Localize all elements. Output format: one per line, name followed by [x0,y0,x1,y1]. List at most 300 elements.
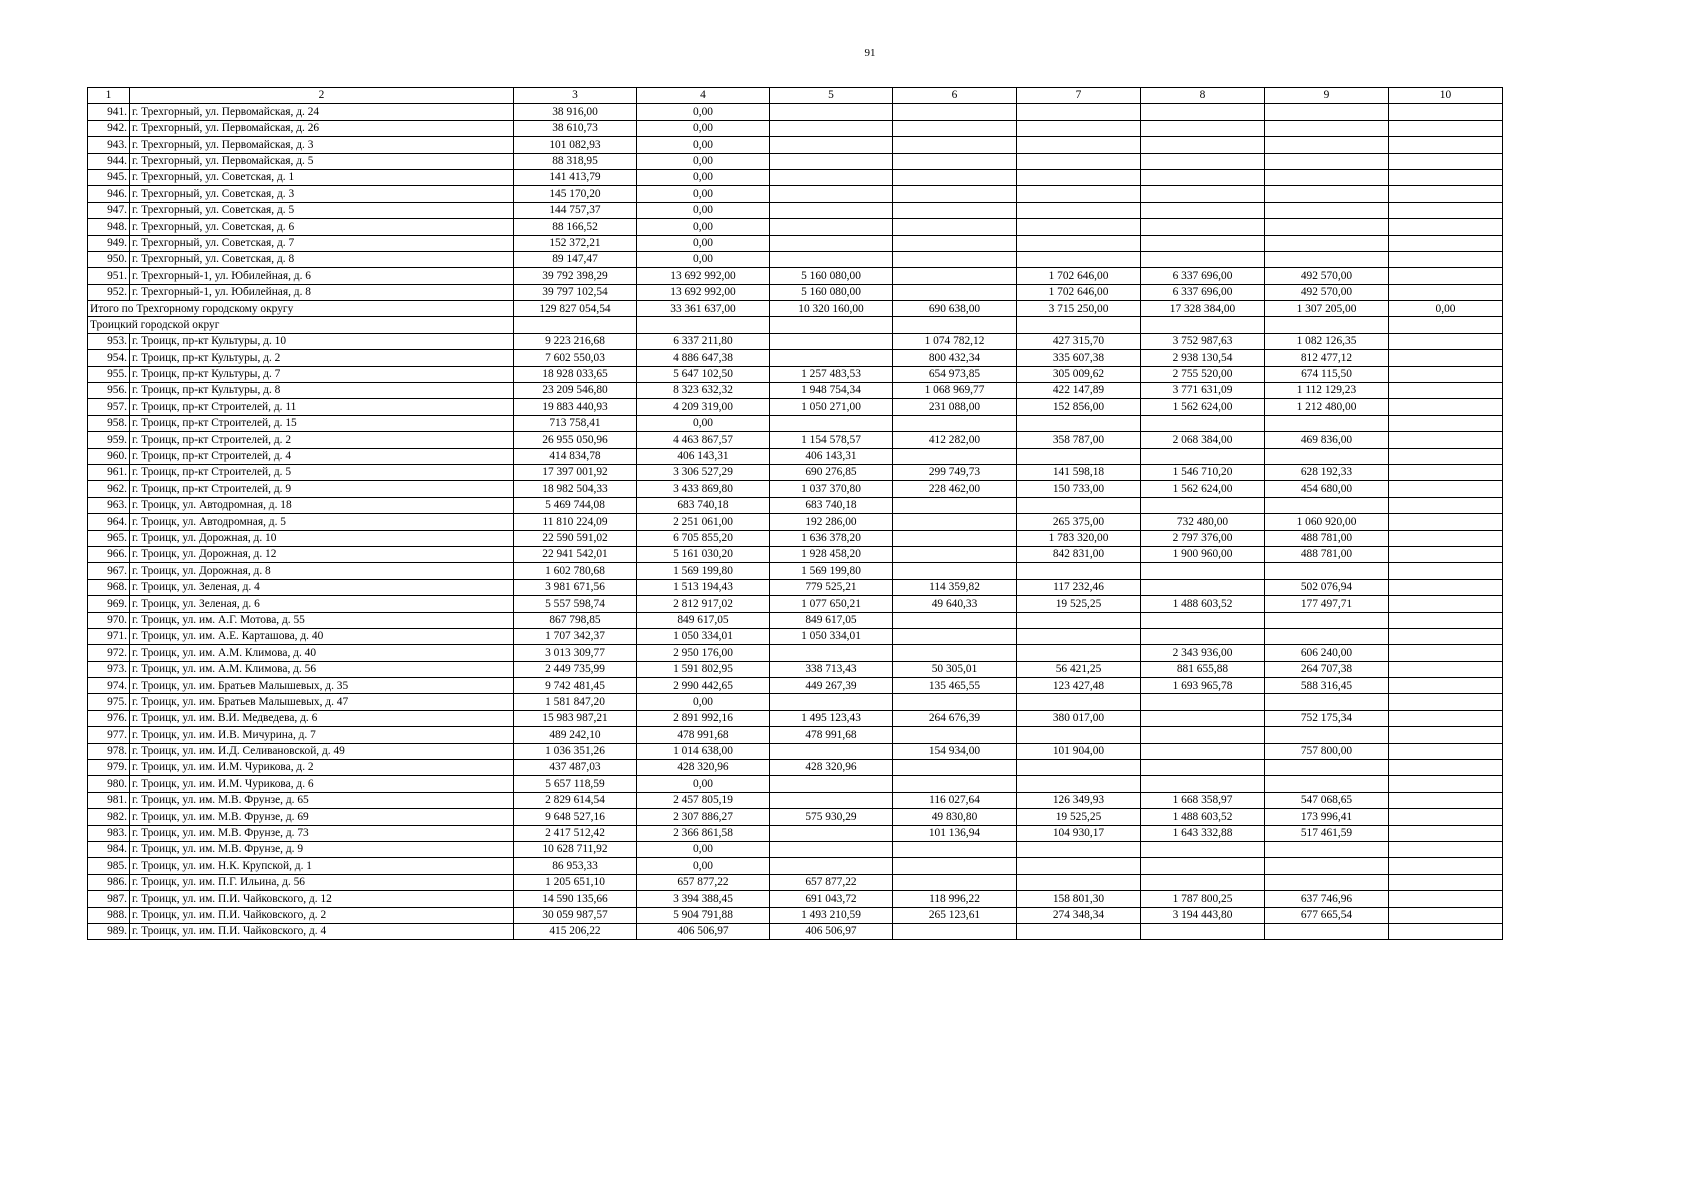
value-cell-col-9 [1265,694,1389,710]
value-cell-col-7 [1017,841,1141,857]
value-cell-col-9: 502 076,94 [1265,579,1389,595]
value-cell-col-6: 1 068 969,77 [893,383,1017,399]
value-cell-col-7: 104 930,17 [1017,825,1141,841]
table-row [88,596,1503,612]
value-cell-col-5: 1 050 271,00 [770,399,893,415]
value-cell-col-6: 412 282,00 [893,432,1017,448]
value-cell-col-8: 17 328 384,00 [1141,301,1265,317]
column-header: 4 [637,88,770,104]
value-cell-col-4: 33 361 637,00 [637,301,770,317]
value-cell-col-9 [1265,841,1389,857]
value-cell-col-5 [770,858,893,874]
row-number: 980. [88,776,130,792]
value-cell-col-7: 19 525,25 [1017,809,1141,825]
address-cell: г. Троицк, ул. им. И.М. Чурикова, д. 2 [130,760,514,776]
value-cell-col-7 [1017,186,1141,202]
value-cell-col-4: 2 366 861,58 [637,825,770,841]
row-number: 976. [88,710,130,726]
address-cell: г. Троицк, ул. Автодромная, д. 18 [130,497,514,513]
value-cell-col-9: 812 477,12 [1265,350,1389,366]
value-cell-col-4: 0,00 [637,694,770,710]
value-cell-col-4: 0,00 [637,202,770,218]
value-cell-col-4: 1 591 802,95 [637,661,770,677]
value-cell-col-4 [637,317,770,333]
value-cell-col-8 [1141,317,1265,333]
value-cell-col-9 [1265,874,1389,890]
value-cell-col-10: 0,00 [1389,301,1503,317]
value-cell-col-9 [1265,186,1389,202]
table-row [88,743,1503,759]
table-row [88,874,1503,890]
table-row [88,858,1503,874]
value-cell-col-7 [1017,153,1141,169]
table-row [88,776,1503,792]
row-number: 972. [88,645,130,661]
value-cell-col-10 [1389,120,1503,136]
value-cell-col-10 [1389,596,1503,612]
value-cell-col-8: 1 562 624,00 [1141,399,1265,415]
row-number: 977. [88,727,130,743]
value-cell-col-6 [893,776,1017,792]
value-cell-col-10 [1389,792,1503,808]
value-cell-col-4: 849 617,05 [637,612,770,628]
value-cell-col-9: 1 082 126,35 [1265,333,1389,349]
row-number: 982. [88,809,130,825]
value-cell-col-4: 13 692 992,00 [637,284,770,300]
value-cell-col-10 [1389,530,1503,546]
value-cell-col-3: 2 417 512,42 [514,825,637,841]
row-number: 963. [88,497,130,513]
group-row [88,301,1503,317]
table-row [88,727,1503,743]
row-number: 946. [88,186,130,202]
value-cell-col-8 [1141,497,1265,513]
value-cell-col-4: 0,00 [637,219,770,235]
value-cell-col-9 [1265,120,1389,136]
value-cell-col-4: 1 569 199,80 [637,563,770,579]
value-cell-col-6 [893,546,1017,562]
value-cell-col-4: 0,00 [637,153,770,169]
table-row [88,251,1503,267]
row-number: 950. [88,251,130,267]
value-cell-col-4: 0,00 [637,415,770,431]
address-cell: г. Троицк, ул. им. А.М. Климова, д. 56 [130,661,514,677]
value-cell-col-7: 305 009,62 [1017,366,1141,382]
value-cell-col-5: 1 928 458,20 [770,546,893,562]
value-cell-col-6 [893,612,1017,628]
value-cell-col-3: 30 059 987,57 [514,907,637,923]
table-row [88,333,1503,349]
value-cell-col-8 [1141,169,1265,185]
value-cell-col-10 [1389,235,1503,251]
value-cell-col-5 [770,415,893,431]
value-cell-col-4: 0,00 [637,186,770,202]
row-number: 986. [88,874,130,890]
value-cell-col-7: 126 349,93 [1017,792,1141,808]
value-cell-col-6 [893,923,1017,939]
value-cell-col-8 [1141,760,1265,776]
value-cell-col-4: 1 014 638,00 [637,743,770,759]
address-cell: г. Троицк, ул. им. И.В. Мичурина, д. 7 [130,727,514,743]
page-number: 91 [864,47,876,59]
value-cell-col-10 [1389,776,1503,792]
value-cell-col-5: 1 495 123,43 [770,710,893,726]
value-cell-col-8: 1 546 710,20 [1141,464,1265,480]
value-cell-col-10 [1389,202,1503,218]
value-cell-col-8 [1141,202,1265,218]
address-cell: г. Троицк, ул. им. М.В. Фрунзе, д. 9 [130,841,514,857]
value-cell-col-3: 22 941 542,01 [514,546,637,562]
value-cell-col-5: 690 276,85 [770,464,893,480]
value-cell-col-10 [1389,481,1503,497]
value-cell-col-5: 192 286,00 [770,514,893,530]
value-cell-col-9: 547 068,65 [1265,792,1389,808]
value-cell-col-5: 691 043,72 [770,891,893,907]
group-row [88,317,1503,333]
table-row [88,399,1503,415]
value-cell-col-8 [1141,694,1265,710]
value-cell-col-3: 19 883 440,93 [514,399,637,415]
column-header: 7 [1017,88,1141,104]
value-cell-col-8: 1 787 800,25 [1141,891,1265,907]
value-cell-col-4: 0,00 [637,235,770,251]
row-number: 979. [88,760,130,776]
value-cell-col-6 [893,628,1017,644]
value-cell-col-9: 752 175,34 [1265,710,1389,726]
address-cell: г. Троицк, пр-кт Культуры, д. 2 [130,350,514,366]
value-cell-col-9 [1265,628,1389,644]
value-cell-col-7: 3 715 250,00 [1017,301,1141,317]
value-cell-col-6: 135 465,55 [893,678,1017,694]
value-cell-col-3: 38 610,73 [514,120,637,136]
value-cell-col-9: 1 060 920,00 [1265,514,1389,530]
value-cell-col-3: 1 036 351,26 [514,743,637,759]
value-cell-col-8 [1141,251,1265,267]
value-cell-col-8 [1141,727,1265,743]
value-cell-col-6 [893,219,1017,235]
address-cell: г. Троицк, пр-кт Культуры, д. 8 [130,383,514,399]
value-cell-col-8 [1141,563,1265,579]
row-number: 960. [88,448,130,464]
value-cell-col-3: 3 013 309,77 [514,645,637,661]
value-cell-col-9: 677 665,54 [1265,907,1389,923]
value-cell-col-8: 1 693 965,78 [1141,678,1265,694]
table-row [88,448,1503,464]
value-cell-col-10 [1389,153,1503,169]
value-cell-col-3: 11 810 224,09 [514,514,637,530]
value-cell-col-4: 1 513 194,43 [637,579,770,595]
value-cell-col-8 [1141,219,1265,235]
address-cell: г. Трехгорный-1, ул. Юбилейная, д. 6 [130,268,514,284]
value-cell-col-7 [1017,219,1141,235]
address-cell: г. Троицк, ул. им. Н.К. Крупской, д. 1 [130,858,514,874]
value-cell-col-6 [893,497,1017,513]
table-row [88,186,1503,202]
table-row [88,530,1503,546]
value-cell-col-6: 116 027,64 [893,792,1017,808]
value-cell-col-10 [1389,399,1503,415]
value-cell-col-10 [1389,858,1503,874]
row-number: 949. [88,235,130,251]
value-cell-col-8: 2 755 520,00 [1141,366,1265,382]
address-cell: г. Троицк, ул. им. В.И. Медведева, д. 6 [130,710,514,726]
row-number: 969. [88,596,130,612]
value-cell-col-5: 428 320,96 [770,760,893,776]
group-label: Итого по Трехгорному городскому округу [88,301,514,317]
value-cell-col-9: 488 781,00 [1265,530,1389,546]
value-cell-col-8: 1 900 960,00 [1141,546,1265,562]
value-cell-col-4: 3 394 388,45 [637,891,770,907]
value-cell-col-6: 1 074 782,12 [893,333,1017,349]
value-cell-col-10 [1389,612,1503,628]
value-cell-col-7 [1017,448,1141,464]
value-cell-col-10 [1389,415,1503,431]
address-cell: г. Троицк, ул. им. А.Г. Мотова, д. 55 [130,612,514,628]
value-cell-col-4: 3 433 869,80 [637,481,770,497]
value-cell-col-4: 5 647 102,50 [637,366,770,382]
table-row [88,104,1503,120]
table-row [88,661,1503,677]
value-cell-col-10 [1389,661,1503,677]
value-cell-col-9: 492 570,00 [1265,284,1389,300]
value-cell-col-9: 606 240,00 [1265,645,1389,661]
value-cell-col-5 [770,694,893,710]
value-cell-col-9 [1265,563,1389,579]
value-cell-col-5 [770,137,893,153]
value-cell-col-8: 3 771 631,09 [1141,383,1265,399]
value-cell-col-7 [1017,235,1141,251]
value-cell-col-10 [1389,628,1503,644]
column-header: 1 [88,88,130,104]
value-cell-col-9 [1265,776,1389,792]
table-row [88,645,1503,661]
value-cell-col-10 [1389,383,1503,399]
value-cell-col-6 [893,186,1017,202]
value-cell-col-7 [1017,874,1141,890]
value-cell-col-5: 1 154 578,57 [770,432,893,448]
value-cell-col-8: 2 343 936,00 [1141,645,1265,661]
value-cell-col-5: 10 320 160,00 [770,301,893,317]
value-cell-col-6 [893,268,1017,284]
value-cell-col-4: 4 463 867,57 [637,432,770,448]
table-row [88,415,1503,431]
value-cell-col-3: 101 082,93 [514,137,637,153]
value-cell-col-3: 437 487,03 [514,760,637,776]
value-cell-col-5: 575 930,29 [770,809,893,825]
value-cell-col-8 [1141,612,1265,628]
value-cell-col-9 [1265,727,1389,743]
address-cell: г. Трехгорный, ул. Первомайская, д. 5 [130,153,514,169]
value-cell-col-8: 6 337 696,00 [1141,268,1265,284]
value-cell-col-9: 674 115,50 [1265,366,1389,382]
value-cell-col-10 [1389,809,1503,825]
value-cell-col-6 [893,137,1017,153]
value-cell-col-5 [770,792,893,808]
value-cell-col-8: 1 488 603,52 [1141,809,1265,825]
row-number: 967. [88,563,130,579]
value-cell-col-7 [1017,612,1141,628]
value-cell-col-4: 0,00 [637,169,770,185]
value-cell-col-8: 3 752 987,63 [1141,333,1265,349]
value-cell-col-8 [1141,628,1265,644]
value-cell-col-9: 517 461,59 [1265,825,1389,841]
value-cell-col-6: 101 136,94 [893,825,1017,841]
value-cell-col-4: 0,00 [637,104,770,120]
value-cell-col-8 [1141,923,1265,939]
value-cell-col-4: 13 692 992,00 [637,268,770,284]
row-number: 974. [88,678,130,694]
value-cell-col-6 [893,153,1017,169]
value-cell-col-7: 265 375,00 [1017,514,1141,530]
value-cell-col-3: 141 413,79 [514,169,637,185]
value-cell-col-5: 406 143,31 [770,448,893,464]
value-cell-col-6: 265 123,61 [893,907,1017,923]
value-cell-col-5: 1 257 483,53 [770,366,893,382]
value-cell-col-7: 1 783 320,00 [1017,530,1141,546]
row-number: 952. [88,284,130,300]
value-cell-col-9: 488 781,00 [1265,546,1389,562]
value-cell-col-9: 177 497,71 [1265,596,1389,612]
value-cell-col-7 [1017,563,1141,579]
value-cell-col-4: 0,00 [637,137,770,153]
value-cell-col-9: 628 192,33 [1265,464,1389,480]
address-cell: г. Трехгорный, ул. Советская, д. 6 [130,219,514,235]
value-cell-col-4: 3 306 527,29 [637,464,770,480]
value-cell-col-5: 478 991,68 [770,727,893,743]
value-cell-col-6 [893,251,1017,267]
value-cell-col-3: 39 792 398,29 [514,268,637,284]
value-cell-col-10 [1389,923,1503,939]
value-cell-col-8: 6 337 696,00 [1141,284,1265,300]
value-cell-col-7 [1017,760,1141,776]
value-cell-col-6 [893,645,1017,661]
value-cell-col-7 [1017,858,1141,874]
value-cell-col-4: 0,00 [637,120,770,136]
address-cell: г. Троицк, ул. Зеленая, д. 4 [130,579,514,595]
value-cell-col-8 [1141,874,1265,890]
address-cell: г. Трехгорный, ул. Советская, д. 3 [130,186,514,202]
value-cell-col-9 [1265,169,1389,185]
address-cell: г. Трехгорный, ул. Советская, д. 1 [130,169,514,185]
value-cell-col-4: 2 950 176,00 [637,645,770,661]
value-cell-col-9 [1265,137,1389,153]
address-cell: г. Трехгорный, ул. Первомайская, д. 26 [130,120,514,136]
address-cell: г. Троицк, ул. им. М.В. Фрунзе, д. 65 [130,792,514,808]
address-cell: г. Троицк, ул. Зеленая, д. 6 [130,596,514,612]
row-number: 941. [88,104,130,120]
value-cell-col-3: 38 916,00 [514,104,637,120]
table-row [88,137,1503,153]
value-cell-col-4: 2 457 805,19 [637,792,770,808]
value-cell-col-3: 2 829 614,54 [514,792,637,808]
value-cell-col-3: 86 953,33 [514,858,637,874]
value-cell-col-5: 1 493 210,59 [770,907,893,923]
value-cell-col-6: 264 676,39 [893,710,1017,726]
value-cell-col-10 [1389,825,1503,841]
value-cell-col-5 [770,333,893,349]
value-cell-col-3: 18 982 504,33 [514,481,637,497]
value-cell-col-7 [1017,645,1141,661]
value-cell-col-9: 492 570,00 [1265,268,1389,284]
value-cell-col-9 [1265,415,1389,431]
value-cell-col-7 [1017,169,1141,185]
value-cell-col-5 [770,743,893,759]
value-cell-col-8 [1141,710,1265,726]
value-cell-col-7: 150 733,00 [1017,481,1141,497]
value-cell-col-6 [893,858,1017,874]
value-cell-col-6 [893,317,1017,333]
value-cell-col-6: 154 934,00 [893,743,1017,759]
row-number: 953. [88,333,130,349]
address-cell: г. Троицк, ул. им. Братьев Малышевых, д. 47 [130,694,514,710]
value-cell-col-6 [893,415,1017,431]
value-cell-col-9 [1265,235,1389,251]
table-row [88,841,1503,857]
value-cell-col-4: 6 337 211,80 [637,333,770,349]
address-cell: г. Троицк, пр-кт Культуры, д. 10 [130,333,514,349]
address-cell: г. Троицк, ул. им. М.В. Фрунзе, д. 73 [130,825,514,841]
value-cell-col-5: 683 740,18 [770,497,893,513]
value-cell-col-7 [1017,923,1141,939]
value-cell-col-6: 118 996,22 [893,891,1017,907]
value-cell-col-8 [1141,120,1265,136]
value-cell-col-3: 1 602 780,68 [514,563,637,579]
table-row [88,497,1503,513]
address-cell: г. Трехгорный-1, ул. Юбилейная, д. 8 [130,284,514,300]
value-cell-col-5 [770,186,893,202]
value-cell-col-9 [1265,202,1389,218]
value-cell-col-7: 56 421,25 [1017,661,1141,677]
table-row [88,825,1503,841]
value-cell-col-3: 9 223 216,68 [514,333,637,349]
value-cell-col-9 [1265,219,1389,235]
value-cell-col-5 [770,645,893,661]
value-cell-col-10 [1389,448,1503,464]
row-number: 978. [88,743,130,759]
value-cell-col-4: 2 891 992,16 [637,710,770,726]
column-header: 3 [514,88,637,104]
value-cell-col-6 [893,169,1017,185]
value-cell-col-10 [1389,104,1503,120]
value-cell-col-7: 152 856,00 [1017,399,1141,415]
value-cell-col-9: 588 316,45 [1265,678,1389,694]
value-cell-col-7: 117 232,46 [1017,579,1141,595]
address-cell: г. Троицк, ул. им. И.Д. Селивановской, д. 49 [130,743,514,759]
value-cell-col-3: 5 557 598,74 [514,596,637,612]
value-cell-col-3: 89 147,47 [514,251,637,267]
value-cell-col-6 [893,841,1017,857]
table-row [88,907,1503,923]
value-cell-col-7 [1017,415,1141,431]
value-cell-col-3: 39 797 102,54 [514,284,637,300]
row-number: 958. [88,415,130,431]
value-cell-col-10 [1389,169,1503,185]
value-cell-col-5: 5 160 080,00 [770,268,893,284]
value-cell-col-9: 469 836,00 [1265,432,1389,448]
value-cell-col-4: 2 251 061,00 [637,514,770,530]
value-cell-col-5 [770,219,893,235]
value-cell-col-3: 88 318,95 [514,153,637,169]
value-cell-col-10 [1389,317,1503,333]
table-row [88,628,1503,644]
value-cell-col-8: 1 488 603,52 [1141,596,1265,612]
value-cell-col-5 [770,169,893,185]
table-row [88,202,1503,218]
value-cell-col-9 [1265,153,1389,169]
value-cell-col-10 [1389,497,1503,513]
table-row [88,612,1503,628]
value-cell-col-3: 129 827 054,54 [514,301,637,317]
